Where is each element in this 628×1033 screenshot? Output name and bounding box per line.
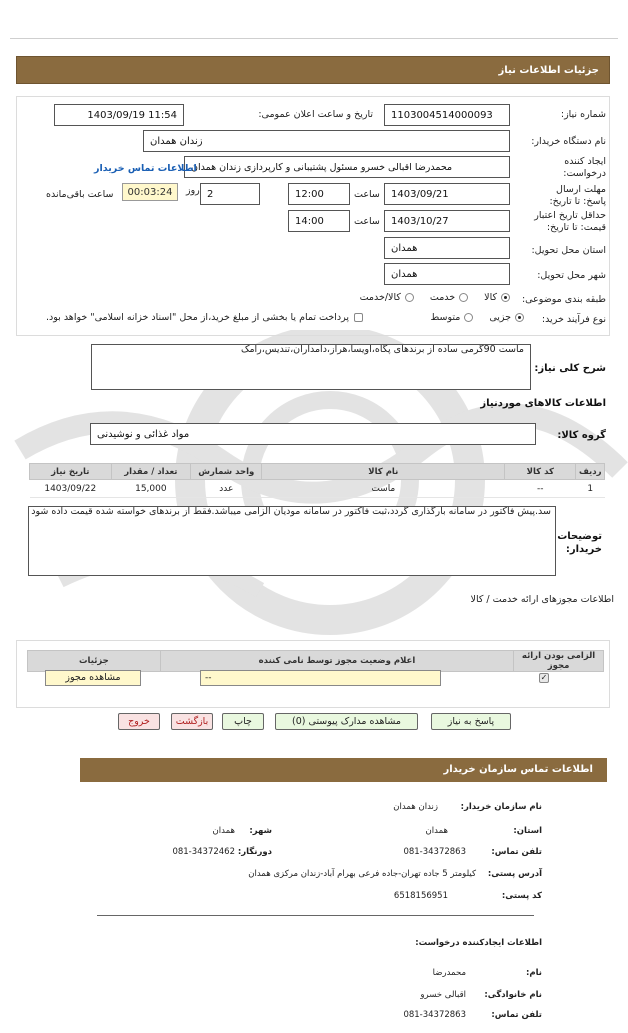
category-option-goods[interactable]: کالا	[484, 292, 510, 303]
col-quantity: تعداد / مقدار	[111, 464, 191, 480]
process-radio-group	[430, 312, 524, 323]
summary-label: شرح کلی نیاز:	[534, 363, 606, 374]
deadline-send-time-label: ساعت	[354, 189, 380, 200]
checkbox-icon[interactable]	[354, 313, 363, 322]
col-name: نام کالا	[262, 464, 505, 480]
creator-info-title: اطلاعات ایجادکننده درخواست:	[415, 938, 542, 948]
contact-city-value: همدان	[212, 826, 235, 836]
creator-phone-label: تلفن تماس:	[491, 1010, 542, 1020]
contact-fax-label: دورنگار:	[237, 847, 272, 857]
buyer-org-field: زندان همدان	[143, 130, 510, 152]
summary-field: ماست 90گرمی ساده از برندهای پگاه،اویسا،هراز،دامداران،تندیس،رامک	[91, 344, 531, 390]
deadline-send-time-field: 12:00	[288, 183, 350, 205]
cell-quantity: 15,000	[111, 480, 191, 498]
city-label: شهر محل تحویل:	[537, 270, 606, 281]
radio-icon[interactable]	[515, 313, 524, 322]
col-row: ردیف	[576, 464, 605, 480]
category-option-service[interactable]: خدمت	[430, 292, 468, 303]
buyer-org-label: نام دستگاه خریدار:	[531, 136, 606, 147]
radio-icon[interactable]	[464, 313, 473, 322]
permit-status-field: --	[200, 670, 441, 686]
deadline-send-label: مهلت ارسال پاسخ: تا تاریخ:	[549, 184, 606, 207]
remaining-label: ساعت باقی‌مانده	[46, 189, 114, 200]
radio-icon[interactable]	[405, 293, 414, 302]
col-status: اعلام وضعیت مجوز توسط نامی کننده	[160, 651, 513, 672]
permits-title: اطلاعات مجوزهای ارائه خدمت / کالا	[470, 594, 614, 605]
goods-table	[29, 463, 605, 498]
creator-label: ایجاد کننده درخواست:	[563, 156, 606, 179]
col-details: جزئیات	[28, 651, 161, 672]
category-label: طبقه بندی موضوعی:	[521, 294, 606, 305]
contact-phone-label: تلفن تماس:	[491, 847, 542, 857]
buyer-contact-link[interactable]: اطلاعات تماس خریدار	[94, 163, 197, 174]
reply-button[interactable]: پاسخ به نیاز	[431, 713, 511, 730]
contact-city-label: شهر:	[249, 826, 272, 836]
creator-name-value: محمدرضا	[432, 968, 466, 978]
process-option-medium[interactable]: متوسط	[430, 312, 473, 323]
deadline-price-time-label: ساعت	[354, 216, 380, 227]
col-unit: واحد شمارش	[191, 464, 262, 480]
province-field: همدان	[384, 237, 510, 259]
announce-datetime-field: 1403/09/19 11:54	[54, 104, 184, 126]
contact-province-label: استان:	[513, 826, 542, 836]
province-label: استان محل تحویل:	[531, 245, 606, 256]
contact-fax-value: 081-34372462	[172, 847, 235, 857]
deadline-price-time-field: 14:00	[288, 210, 350, 232]
contact-address-label: آدرس پستی:	[487, 869, 542, 879]
col-need-date: تاریخ نیاز	[30, 464, 112, 480]
contact-address-value: کیلومتر 5 جاده تهران-جاده فرعی بهرام آباد-زندان مرکزی همدان	[248, 869, 476, 879]
deadline-price-label: حداقل تاریخ اعتبار قیمت: تا تاریخ:	[534, 210, 606, 233]
need-number-field: 1103004514000093	[384, 104, 510, 126]
goods-section-title: اطلاعات کالاهای موردنیاز	[480, 398, 606, 409]
top-divider	[10, 38, 618, 39]
cell-unit: عدد	[191, 480, 262, 498]
category-radio-group	[360, 292, 510, 303]
creator-field: محمدرضا اقبالی خسرو مسئول پشتیبانی و کارپردازی زندان همدان	[184, 156, 510, 178]
process-option-minor[interactable]: جزیی	[489, 312, 524, 323]
creator-name-label: نام:	[525, 968, 542, 978]
contact-phone-value: 081-34372863	[403, 847, 466, 857]
cell-row: 1	[576, 480, 605, 498]
city-field: همدان	[384, 263, 510, 285]
buyer-notes-label: توضیحات خریدار:	[557, 531, 602, 555]
exit-button[interactable]: خروج	[118, 713, 160, 730]
contact-postal-label: کد پستی:	[501, 891, 542, 901]
print-button[interactable]: چاپ	[222, 713, 264, 730]
goods-group-field: مواد غذائی و نوشیدنی	[90, 423, 536, 445]
contact-section-title: اطلاعات تماس سازمان خریدار	[80, 758, 607, 782]
creator-family-label: نام خانوادگی:	[484, 990, 542, 1000]
creator-family-value: اقبالی خسرو	[420, 990, 466, 1000]
contact-province-value: همدان	[425, 826, 448, 836]
radio-icon[interactable]	[501, 293, 510, 302]
radio-icon[interactable]	[459, 293, 468, 302]
col-required: الزامی بودن ارائه مجوز	[514, 651, 604, 672]
col-code: کد کالا	[505, 464, 576, 480]
table-row	[30, 480, 605, 498]
view-permit-button[interactable]: مشاهده مجوز	[45, 670, 141, 686]
attachments-button[interactable]: مشاهده مدارک پیوستی (0)	[275, 713, 418, 730]
announce-label: تاریخ و ساعت اعلان عمومی:	[258, 109, 373, 120]
contact-org-label: نام سازمان خریدار:	[460, 802, 542, 812]
cell-name: ماست	[262, 480, 505, 498]
need-number-label: شماره نیاز:	[560, 109, 606, 120]
creator-phone-value: 081-34372863	[403, 1010, 466, 1020]
page-title: جزئیات اطلاعات نیاز	[16, 56, 610, 84]
back-button[interactable]: بازگشت	[171, 713, 213, 730]
goods-group-label: گروه کالا:	[557, 430, 606, 441]
treasury-payment-option[interactable]: پرداخت تمام یا بخشی از مبلغ خرید،از محل "اسناد خزانه اسلامی" خواهد بود.	[46, 312, 363, 323]
process-label: نوع فرآیند خرید:	[541, 314, 606, 325]
cell-code: --	[505, 480, 576, 498]
days-label: روز	[186, 185, 200, 196]
deadline-send-date-field: 1403/09/21	[384, 183, 510, 205]
category-option-both[interactable]: کالا/خدمت	[360, 292, 414, 303]
permits-table	[27, 650, 604, 672]
cell-need-date: 1403/09/22	[30, 480, 112, 498]
contact-org-value: زندان همدان	[393, 802, 438, 812]
buyer-notes-field: سد.پیش فاکتور در سامانه بارگذاری گردد،ثبت فاکتور در سامانه مودیان الزامی میباشد.فقط از برندهای خواسته شده قیمت داده شود	[28, 506, 556, 576]
remaining-timer: 00:03:24	[122, 183, 178, 201]
contact-postal-value: 6518156951	[393, 891, 448, 901]
days-remaining-field: 2	[200, 183, 260, 205]
permit-required-checkbox: ✓	[540, 673, 548, 682]
contact-divider	[97, 915, 534, 916]
deadline-price-date-field: 1403/10/27	[384, 210, 510, 232]
